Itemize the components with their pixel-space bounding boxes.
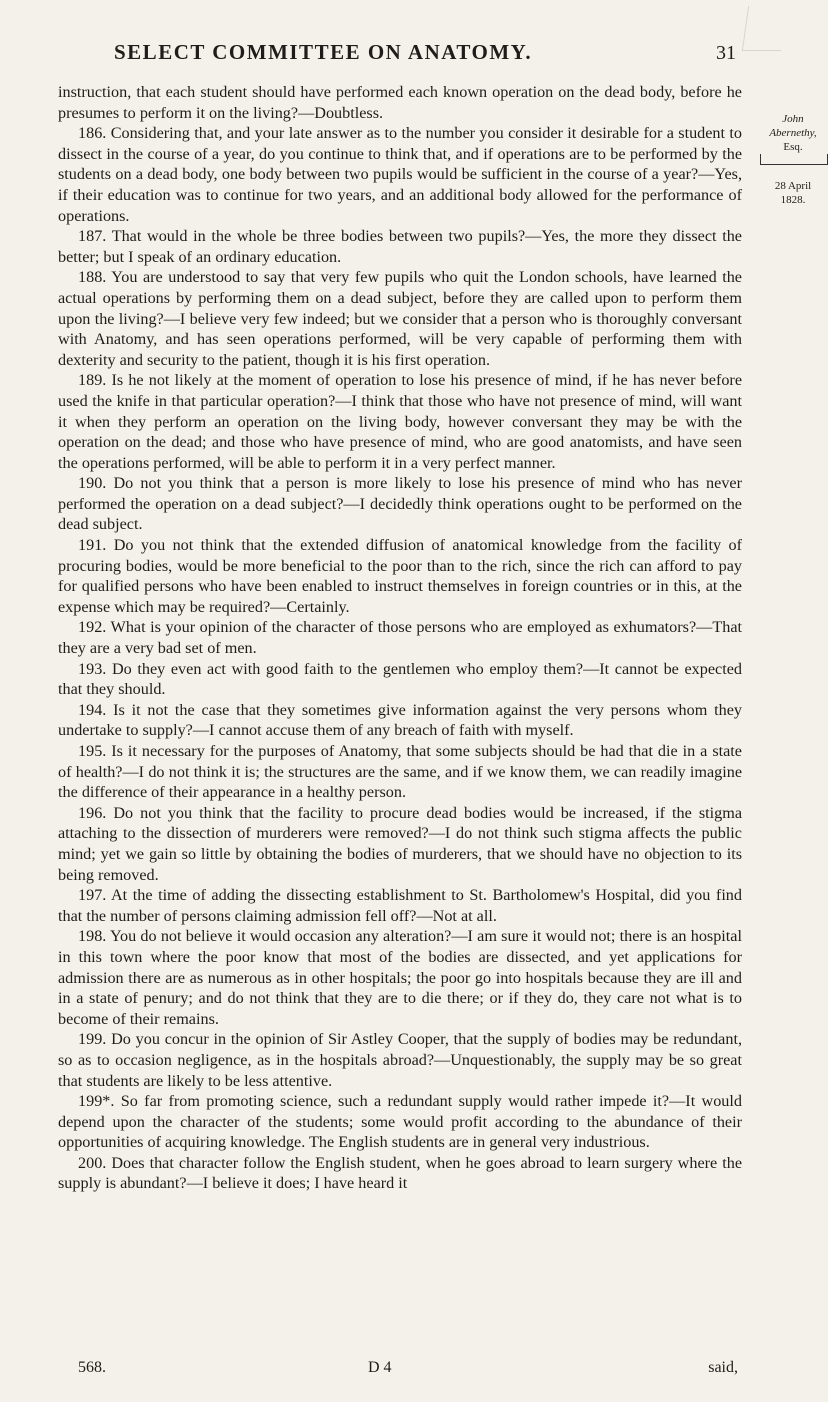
question-186: 186. Considering that, and your late answer as to the number you consider it desirable for a student to dissect in the course of a year, do you continue to think that, and if operations are to be performed by the students on a dead body, one body between two pupils would be sufficient in the course of a year?—Yes, if their education was to continue for two years, and an additional body allowed for the performance of operations. bbox=[58, 124, 742, 225]
sheet-number: 568. bbox=[78, 1359, 106, 1376]
running-header bbox=[56, 40, 736, 68]
signature-mark: D 4 bbox=[368, 1359, 392, 1376]
running-head: SELECT COMMITTEE ON ANATOMY. bbox=[114, 40, 533, 64]
margin-esq: Esq. bbox=[783, 141, 803, 153]
question-196: 196. Do not you think that the facility to procure dead bodies would be increased, if the stigma attaching to the dissection of murderers were removed?—I do not think such stigma affects the public mind; yet we gain so little by obtaining the bodies of murderers, that we should have no objection to its being removed. bbox=[58, 803, 742, 884]
margin-author: John Abernethy, bbox=[769, 113, 817, 139]
page-footer bbox=[78, 1359, 738, 1381]
question-195: 195. Is it necessary for the purposes of Anatomy, that some subjects should be had that die in a state of health?—I do not think it is; the structures are the same, and if we know them, we can readily imagine the difference of their appearance in a healthy person. bbox=[58, 742, 742, 802]
body-text bbox=[58, 82, 742, 1194]
question-189: 189. Is he not likely at the moment of operation to lose his presence of mind, if he has never before used the knife in that particular operation?—I think that those who have not presence of mind, will want it when they perform an operation on the living body, however conversant they may be with the operation on the dead; and those who have presence of mind, who are good anatomists, and have seen the operations performed, will be able to perform it in a very perfect manner. bbox=[58, 371, 742, 472]
question-194: 194. Is it not the case that they sometimes give information against the very persons whom they undertake to supply?—I cannot accuse them of any breach of faith with myself. bbox=[58, 700, 742, 740]
margin-brace bbox=[760, 154, 828, 165]
question-193: 193. Do they even act with good faith to the gentlemen who employ them?—It cannot be expected that they should. bbox=[58, 659, 742, 699]
question-197: 197. At the time of adding the dissecting establishment to St. Bartholomew's Hospital, did you find that the number of persons claiming admission fell off?—Not at all. bbox=[58, 886, 742, 925]
catchword: said, bbox=[708, 1359, 738, 1376]
margin-date-line1: 28 April bbox=[774, 180, 812, 192]
question-192: 192. What is your opinion of the character of those persons who are employed as exhumators?—That they are a very bad set of men. bbox=[58, 618, 742, 658]
question-188: 188. You are understood to say that very few pupils who quit the London schools, have learned the actual operations by performing them on a dead subject, before they are called upon to perform them upon the living?—I believe very few indeed; but we consider that a person who is thoroughly conversant with Anatomy, and has seen operations performed, will be very capable of performing them with dexterity and security to the patient, though it is his first operation. bbox=[58, 268, 742, 369]
question-187: 187. That would in the whole be three bodies between two pupils?—Yes, the more they dissect the better; but I speak of an ordinary education. bbox=[58, 227, 742, 266]
question-199: 199. Do you concur in the opinion of Sir Astley Cooper, that the supply of bodies may be redundant, so as to occasion negligence, as in the hospitals abroad?—Unquestionably, the supply may be so great that students are likely to be less attentive. bbox=[58, 1030, 742, 1090]
question-190: 190. Do not you think that a person is more likely to lose his presence of mind who has never performed the operation on a dead subject?—I decidedly think operations ought to be performed on the dead subject. bbox=[58, 474, 742, 534]
paragraph-continuation: instruction, that each student should have performed each known operation on the dead body, before he presumes to perform it on the living?—Doubtless. bbox=[58, 83, 742, 122]
margin-date-line2: 1828. bbox=[780, 194, 806, 206]
page-number: 31 bbox=[716, 42, 736, 64]
margin-note bbox=[758, 112, 828, 207]
question-200: 200. Does that character follow the English student, when he goes abroad to learn surgery where the supply is abundant?—I believe it does; I have heard it bbox=[58, 1153, 742, 1193]
corner-mark bbox=[742, 6, 787, 51]
question-191: 191. Do you not think that the extended diffusion of anatomical knowledge from the facility of procuring bodies, would be more beneficial to the poor than to the rich, since the rich can afford to pay for qualified persons who have been enabled to instruct themselves in foreign countries or in this, at the expense which may be required?—Certainly. bbox=[58, 536, 742, 616]
question-199-star: 199*. So far from promoting science, such a redundant supply would rather impede it?—It would depend upon the character of the students; some would profit according to the abundance of their opportunities of acquiring knowledge. The English students are in general very industrious. bbox=[58, 1092, 742, 1152]
question-198: 198. You do not believe it would occasion any alteration?—I am sure it would not; there is an hospital in this town where the poor know that most of the bodies are dissected, and yet applications for admission there are as numerous as in other hospitals; the poor go into hospitals because they are ill and in a state of penury; and do not think that they are to die there; or if they do, they care not what is to become of their remains. bbox=[58, 927, 742, 1028]
